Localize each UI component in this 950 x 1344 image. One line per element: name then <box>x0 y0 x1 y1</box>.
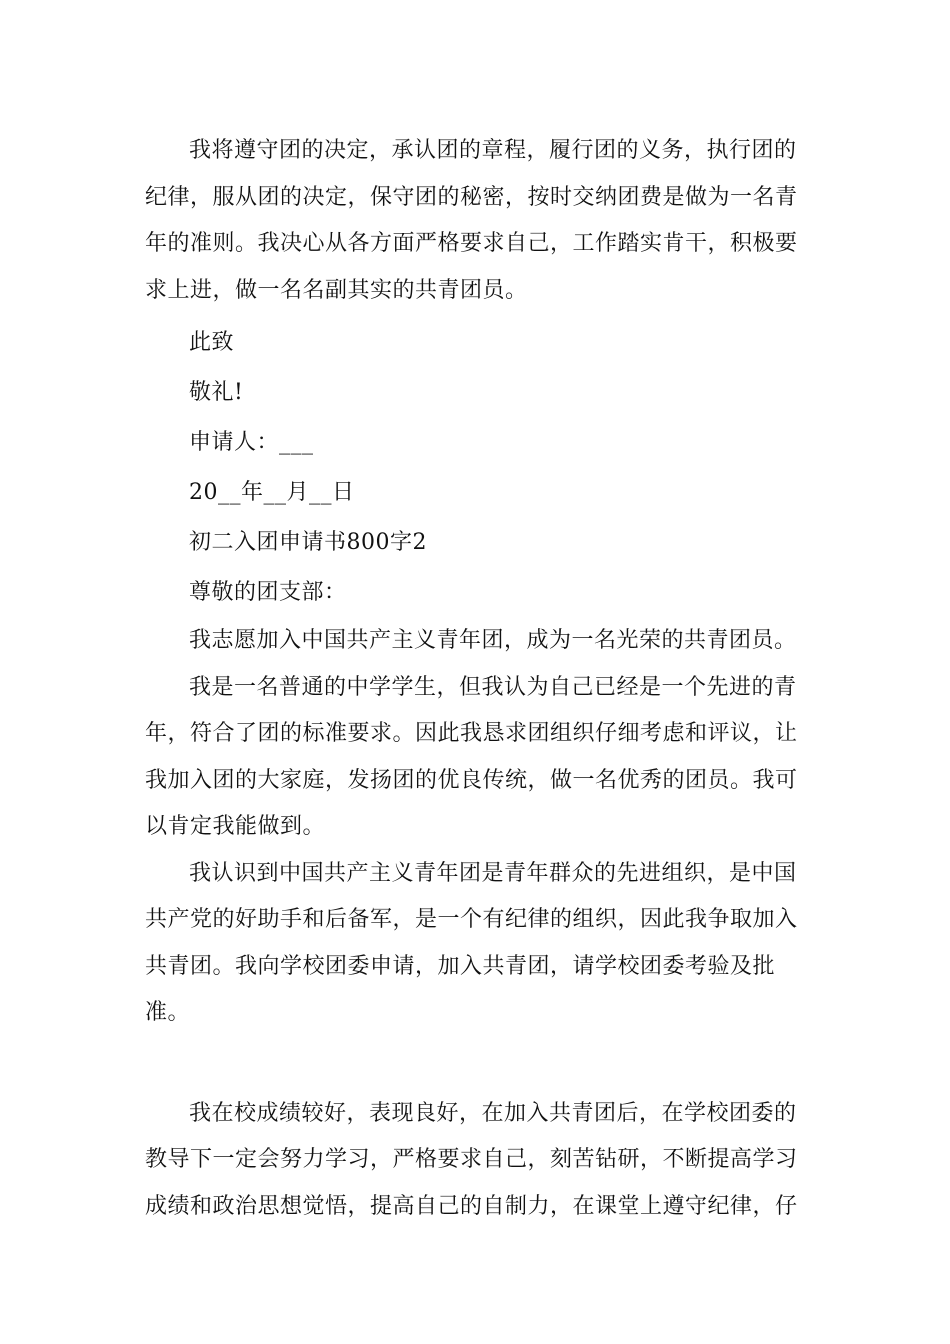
paragraph-wish: 我志愿加入中国共产主义青年团，成为一名光荣的共青团员。 <box>189 628 797 653</box>
salutation: 尊敬的团支部： <box>189 580 347 605</box>
paragraph-gap <box>145 1037 815 1091</box>
paragraph-commitment: 我在校成绩较好，表现良好，在加入共青团后，在学校团委的教导下一定会努力学习，严格要求自己，刻苦钻研，不断提高学习成绩和政治思想觉悟，提高自己的自制力，在课堂上遵守纪律，仔 <box>145 1100 798 1219</box>
closing-line-2: 敬礼! <box>189 380 244 405</box>
closing-line-1: 此致 <box>189 330 235 355</box>
paragraph-understanding: 我认识到中国共产主义青年团是青年群众的先进组织，是中国共产党的好助手和后备军，是一个有纪律的组织，因此我争取加入共青团。我向学校团委申请，加入共青团，请学校团委考验及批准。 <box>145 860 798 1025</box>
paragraph-self: 我是一名普通的中学学生，但我认为自己已经是一个先进的青年，符合了团的标准要求。因此我恳求团组织仔细考虑和评议，让我加入团的大家庭，发扬团的优良传统，做一名优秀的团员。我可以肯定我能做到。 <box>145 674 798 839</box>
section-title: 初二入团申请书800字2 <box>189 530 427 555</box>
applicant-line: 申请人：___ <box>189 430 314 455</box>
date-line: 20__年__月__日 <box>189 480 355 505</box>
document-body <box>145 128 815 1230</box>
paragraph-pledge: 我将遵守团的决定，承认团的章程，履行团的义务，执行团的纪律，服从团的决定，保守团的秘密，按时交纳团费是做为一名青年的准则。我决心从各方面严格要求自己，工作踏实肯干，积极要求上进，做一名名副其实的共青团员。 <box>145 138 798 303</box>
